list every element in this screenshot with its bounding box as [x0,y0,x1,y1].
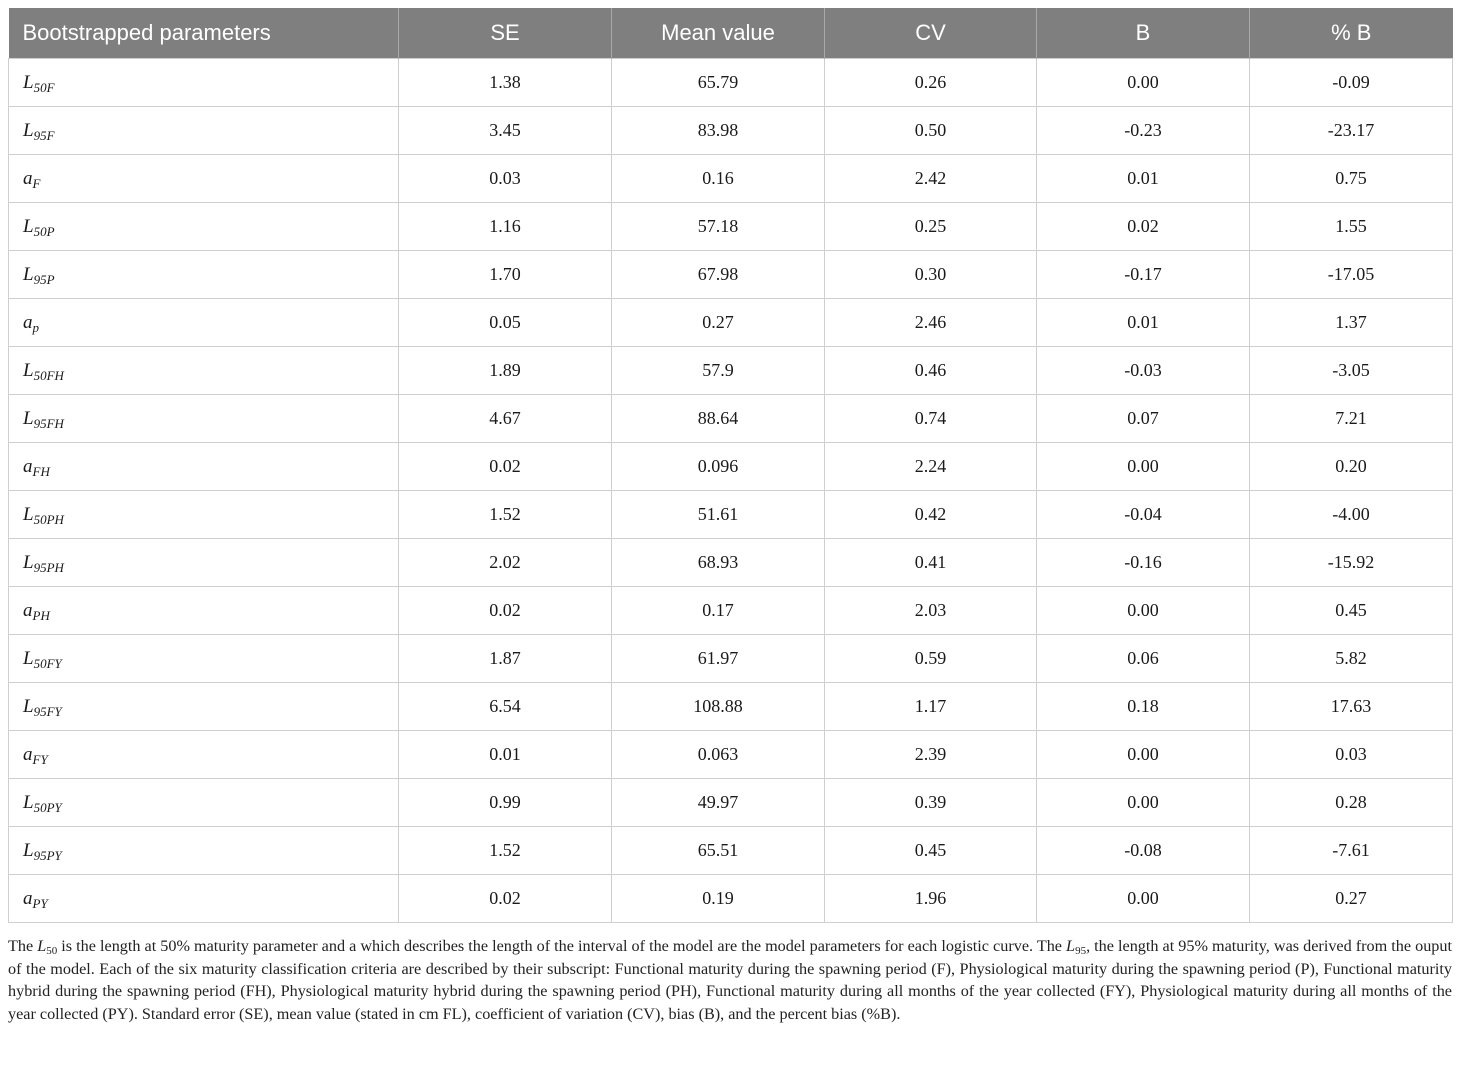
parameter-subscript: 95PH [33,559,64,575]
cell-se: 0.99 [399,779,612,827]
table-row [9,395,1453,443]
cell-mean-value: 0.16 [612,155,825,203]
table-footnote [8,935,1452,1025]
cell-percent-b: 0.27 [1250,875,1453,923]
footnote-l50-subscript: 50 [46,945,58,957]
cell-parameter [9,683,399,731]
parameter-subscript: FY [32,751,48,767]
table-row [9,203,1453,251]
parameter-symbol: a [23,455,33,477]
parameter-symbol: L [23,647,34,669]
cell-se: 0.02 [399,875,612,923]
cell-b: 0.07 [1037,395,1250,443]
cell-parameter [9,347,399,395]
cell-parameter [9,731,399,779]
cell-se: 0.05 [399,299,612,347]
cell-b: 0.01 [1037,155,1250,203]
table-row [9,683,1453,731]
parameter-subscript: p [32,319,39,335]
parameter-symbol: a [23,887,33,909]
table-row [9,347,1453,395]
parameter-subscript: 50F [33,79,55,95]
parameter-subscript: PY [32,895,48,911]
cell-b: 0.00 [1037,779,1250,827]
cell-mean-value: 65.79 [612,59,825,107]
cell-mean-value: 88.64 [612,395,825,443]
cell-cv: 0.45 [825,827,1037,875]
cell-mean-value: 67.98 [612,251,825,299]
cell-b: -0.17 [1037,251,1250,299]
parameter-symbol: L [23,119,34,141]
cell-percent-b: 0.03 [1250,731,1453,779]
parameter-subscript: 50PY [33,799,62,815]
cell-cv: 0.26 [825,59,1037,107]
cell-parameter [9,107,399,155]
cell-mean-value: 83.98 [612,107,825,155]
footnote-l95-symbol: L [1066,937,1076,955]
cell-b: -0.04 [1037,491,1250,539]
footnote-l50-symbol: L [37,937,47,955]
cell-cv: 0.74 [825,395,1037,443]
cell-parameter [9,395,399,443]
cell-cv: 1.17 [825,683,1037,731]
cell-percent-b: -17.05 [1250,251,1453,299]
cell-cv: 2.24 [825,443,1037,491]
cell-cv: 0.25 [825,203,1037,251]
parameter-symbol: a [23,599,33,621]
parameter-subscript: 95F [33,127,55,143]
table-row [9,251,1453,299]
cell-parameter [9,827,399,875]
cell-cv: 0.59 [825,635,1037,683]
cell-mean-value: 0.19 [612,875,825,923]
cell-se: 1.52 [399,827,612,875]
cell-mean-value: 0.17 [612,587,825,635]
parameter-symbol: L [23,791,34,813]
parameter-subscript: 95PY [33,847,62,863]
parameter-subscript: 50FH [33,367,64,383]
cell-b: 0.00 [1037,731,1250,779]
cell-percent-b: -7.61 [1250,827,1453,875]
cell-percent-b: 0.28 [1250,779,1453,827]
table-row [9,491,1453,539]
parameter-symbol: L [23,839,34,861]
cell-cv: 2.03 [825,587,1037,635]
parameter-subscript: F [32,175,41,191]
cell-percent-b: -15.92 [1250,539,1453,587]
cell-b: 0.06 [1037,635,1250,683]
footnote-l95-subscript: 95 [1075,945,1087,957]
parameter-symbol: L [23,503,34,525]
cell-parameter [9,587,399,635]
cell-cv: 0.39 [825,779,1037,827]
cell-cv: 0.30 [825,251,1037,299]
cell-percent-b: 1.37 [1250,299,1453,347]
cell-se: 1.52 [399,491,612,539]
table-row [9,539,1453,587]
cell-parameter [9,539,399,587]
cell-parameter [9,875,399,923]
header-mean-value: Mean value [612,8,825,59]
cell-cv: 2.46 [825,299,1037,347]
cell-b: 0.00 [1037,875,1250,923]
parameter-subscript: 50PH [33,511,64,527]
cell-se: 0.01 [399,731,612,779]
cell-se: 3.45 [399,107,612,155]
cell-mean-value: 108.88 [612,683,825,731]
table-row [9,827,1453,875]
cell-se: 4.67 [399,395,612,443]
footnote-text-1: The [8,937,38,955]
cell-se: 2.02 [399,539,612,587]
cell-percent-b: 7.21 [1250,395,1453,443]
cell-cv: 0.46 [825,347,1037,395]
footnote-text-3: , the length at 95% maturity, was derived from the ouput of the model. Each of the six maturity classification criteria are described by their subscript: Functional maturity during the spawning period (F), Physiological maturity during the spawning period (P), Functional maturity hybrid during the spawning period (FH), Physiological maturity hybrid during the spawning period (PH), Functional maturity during all months of the year collected (FY), Physiological maturity during all months of the year collected (PY). Standard error (SE), mean value (stated in cm FL), coefficient of variation (CV), bias (B), and the percent bias (%B). [8,937,1452,1023]
cell-percent-b: 17.63 [1250,683,1453,731]
cell-b: -0.16 [1037,539,1250,587]
cell-mean-value: 57.18 [612,203,825,251]
cell-parameter [9,155,399,203]
cell-mean-value: 0.063 [612,731,825,779]
table-row [9,155,1453,203]
cell-parameter [9,443,399,491]
cell-cv: 2.39 [825,731,1037,779]
cell-mean-value: 65.51 [612,827,825,875]
cell-b: 0.02 [1037,203,1250,251]
table-row [9,107,1453,155]
cell-cv: 0.50 [825,107,1037,155]
cell-cv: 0.41 [825,539,1037,587]
cell-mean-value: 68.93 [612,539,825,587]
cell-se: 1.16 [399,203,612,251]
cell-b: 0.00 [1037,443,1250,491]
table-row [9,635,1453,683]
footnote-text-2: is the length at 50% maturity parameter and a which describes the length of the interval of the model are the model parameters for each logistic curve. The [57,937,1067,955]
table-row [9,443,1453,491]
cell-se: 1.38 [399,59,612,107]
cell-b: 0.01 [1037,299,1250,347]
parameter-subscript: 95FH [33,415,64,431]
cell-mean-value: 61.97 [612,635,825,683]
cell-percent-b: 0.45 [1250,587,1453,635]
cell-cv: 0.42 [825,491,1037,539]
cell-mean-value: 0.096 [612,443,825,491]
cell-percent-b: 1.55 [1250,203,1453,251]
parameter-symbol: a [23,311,33,333]
cell-parameter [9,59,399,107]
cell-mean-value: 57.9 [612,347,825,395]
parameter-symbol: L [23,263,34,285]
parameter-subscript: FH [32,463,50,479]
cell-cv: 1.96 [825,875,1037,923]
parameter-symbol: a [23,167,33,189]
parameter-symbol: L [23,71,34,93]
cell-b: 0.00 [1037,587,1250,635]
parameter-subscript: PH [32,607,50,623]
header-cv: CV [825,8,1037,59]
parameter-subscript: 95P [33,271,55,287]
cell-parameter [9,203,399,251]
parameter-subscript: 95FY [33,703,62,719]
header-b: B [1037,8,1250,59]
cell-percent-b: -0.09 [1250,59,1453,107]
cell-mean-value: 51.61 [612,491,825,539]
parameter-symbol: L [23,215,34,237]
cell-se: 0.02 [399,443,612,491]
cell-percent-b: 0.75 [1250,155,1453,203]
cell-mean-value: 49.97 [612,779,825,827]
header-row [9,8,1453,59]
parameter-subscript: 50FY [33,655,62,671]
parameter-symbol: L [23,407,34,429]
cell-se: 1.89 [399,347,612,395]
cell-percent-b: 5.82 [1250,635,1453,683]
cell-parameter [9,299,399,347]
cell-b: -0.03 [1037,347,1250,395]
cell-percent-b: 0.20 [1250,443,1453,491]
header-parameters: Bootstrapped parameters [9,8,399,59]
cell-b: 0.18 [1037,683,1250,731]
table-header [9,8,1453,59]
cell-parameter [9,779,399,827]
cell-se: 0.03 [399,155,612,203]
parameter-symbol: a [23,743,33,765]
cell-parameter [9,635,399,683]
cell-b: -0.23 [1037,107,1250,155]
cell-b: 0.00 [1037,59,1250,107]
cell-cv: 2.42 [825,155,1037,203]
parameter-symbol: L [23,359,34,381]
parameter-symbol: L [23,551,34,573]
cell-se: 0.02 [399,587,612,635]
header-se: SE [399,8,612,59]
cell-percent-b: -3.05 [1250,347,1453,395]
table-row [9,59,1453,107]
table-row [9,299,1453,347]
cell-se: 1.87 [399,635,612,683]
table-row [9,875,1453,923]
cell-parameter [9,251,399,299]
parameter-symbol: L [23,695,34,717]
cell-parameter [9,491,399,539]
cell-percent-b: -23.17 [1250,107,1453,155]
table-body [9,59,1453,923]
bootstrap-parameters-table [8,8,1453,923]
cell-se: 6.54 [399,683,612,731]
cell-mean-value: 0.27 [612,299,825,347]
table-row [9,779,1453,827]
cell-percent-b: -4.00 [1250,491,1453,539]
table-row [9,587,1453,635]
table-row [9,731,1453,779]
cell-se: 1.70 [399,251,612,299]
header-percent-b: % B [1250,8,1453,59]
cell-b: -0.08 [1037,827,1250,875]
parameter-subscript: 50P [33,223,55,239]
